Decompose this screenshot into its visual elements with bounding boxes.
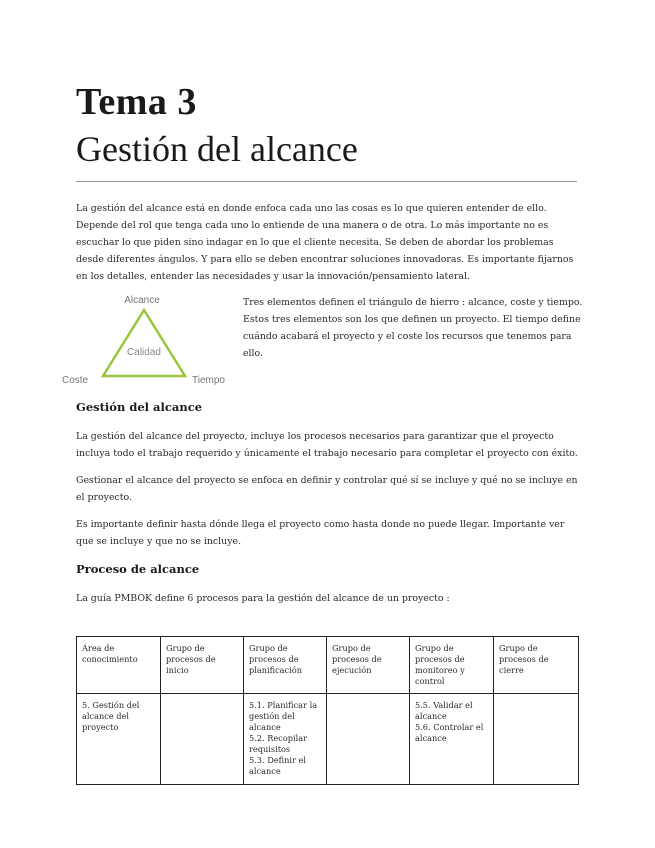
table-header-cell: Grupo de procesos de cierre [494, 637, 579, 694]
table-header-cell: Grupo de procesos de inicio [161, 637, 244, 694]
table-header-cell: Grupo de procesos de monitoreo y control [410, 637, 494, 694]
table-cell-inicio [161, 694, 244, 785]
table-header-cell: Grupo de procesos de planificación [244, 637, 327, 694]
table-header-cell: Área de conocimiento [77, 637, 161, 694]
gestion-paragraph-1: La gestión del alcance del proyecto, incluye los procesos necesarios para garantizar que el proyecto incluya todo el trabajo requerido y únicamente el trabajo necesario para completar el proyecto con éxito. [76, 431, 578, 459]
gestion-paragraph-3: Es importante definir hasta dónde llega el proyecto como hasta donde no puede llegar. Importante ver que se incluye y que no se incluye. [76, 519, 565, 547]
table-header-cell: Grupo de procesos de ejecución [327, 637, 410, 694]
intro-paragraph: La gestión del alcance está en donde enfoca cada uno las cosas es lo que quieren entender de ello. Depende del rol que tenga cada uno lo entiende de una manera o de otra. Lo más importante no es escuchar lo que piden sino indagar en lo que el cliente necesita. Se deben de abordar los problemas desde diferentes ángulos. Y para ello se deben encontrar soluciones innovadoras. Es importante fijarnos en los detalles, entender las necesidades y usar la innovación/pensamiento lateral. [76, 203, 574, 282]
triangle-label-center: Calidad [127, 347, 161, 358]
page-title: Gestión del alcance [76, 129, 358, 169]
gestion-paragraph-2: Gestionar el alcance del proyecto se enfoca en definir y controlar qué sí se incluye y qué no se incluye en el proyecto. [76, 475, 578, 503]
process-item: 5.3. Definir el alcance [249, 755, 306, 776]
page-title-number: Tema 3 [76, 81, 197, 123]
process-table [76, 636, 579, 785]
process-item: 5.2. Recopilar requisitos [249, 733, 308, 754]
process-item: 5.1. Planificar la gestión del alcance [249, 700, 318, 732]
table-header-row [77, 637, 579, 694]
title-divider [76, 181, 577, 182]
triangle-shape [103, 310, 185, 376]
table-row [77, 694, 579, 785]
triangle-description: Tres elementos definen el triángulo de hierro : alcance, coste y tiempo. Estos tres elementos son los que definen un proyecto. El tiempo define cuándo acabará el proyecto y el coste los recursos que tenemos para ello. [243, 297, 583, 359]
triangle-label-left: Coste [62, 375, 89, 386]
table-cell-area: 5. Gestión del alcance del proyecto [77, 694, 161, 785]
section-heading-gestion: Gestión del alcance [76, 400, 203, 414]
table-cell-planificacion [244, 694, 327, 785]
table-cell-cierre [494, 694, 579, 785]
triangle-label-top: Alcance [124, 295, 160, 306]
table-cell-monitoreo [410, 694, 494, 785]
proceso-intro: La guía PMBOK define 6 procesos para la gestión del alcance de un proyecto : [76, 593, 450, 604]
table-cell-ejecucion [327, 694, 410, 785]
iron-triangle-diagram [58, 290, 238, 390]
triangle-label-right: Tiempo [192, 375, 225, 386]
section-heading-proceso: Proceso de alcance [76, 562, 200, 576]
process-item: 5.5. Validar el alcance [415, 700, 473, 721]
process-item: 5.6. Controlar el alcance [415, 722, 484, 743]
